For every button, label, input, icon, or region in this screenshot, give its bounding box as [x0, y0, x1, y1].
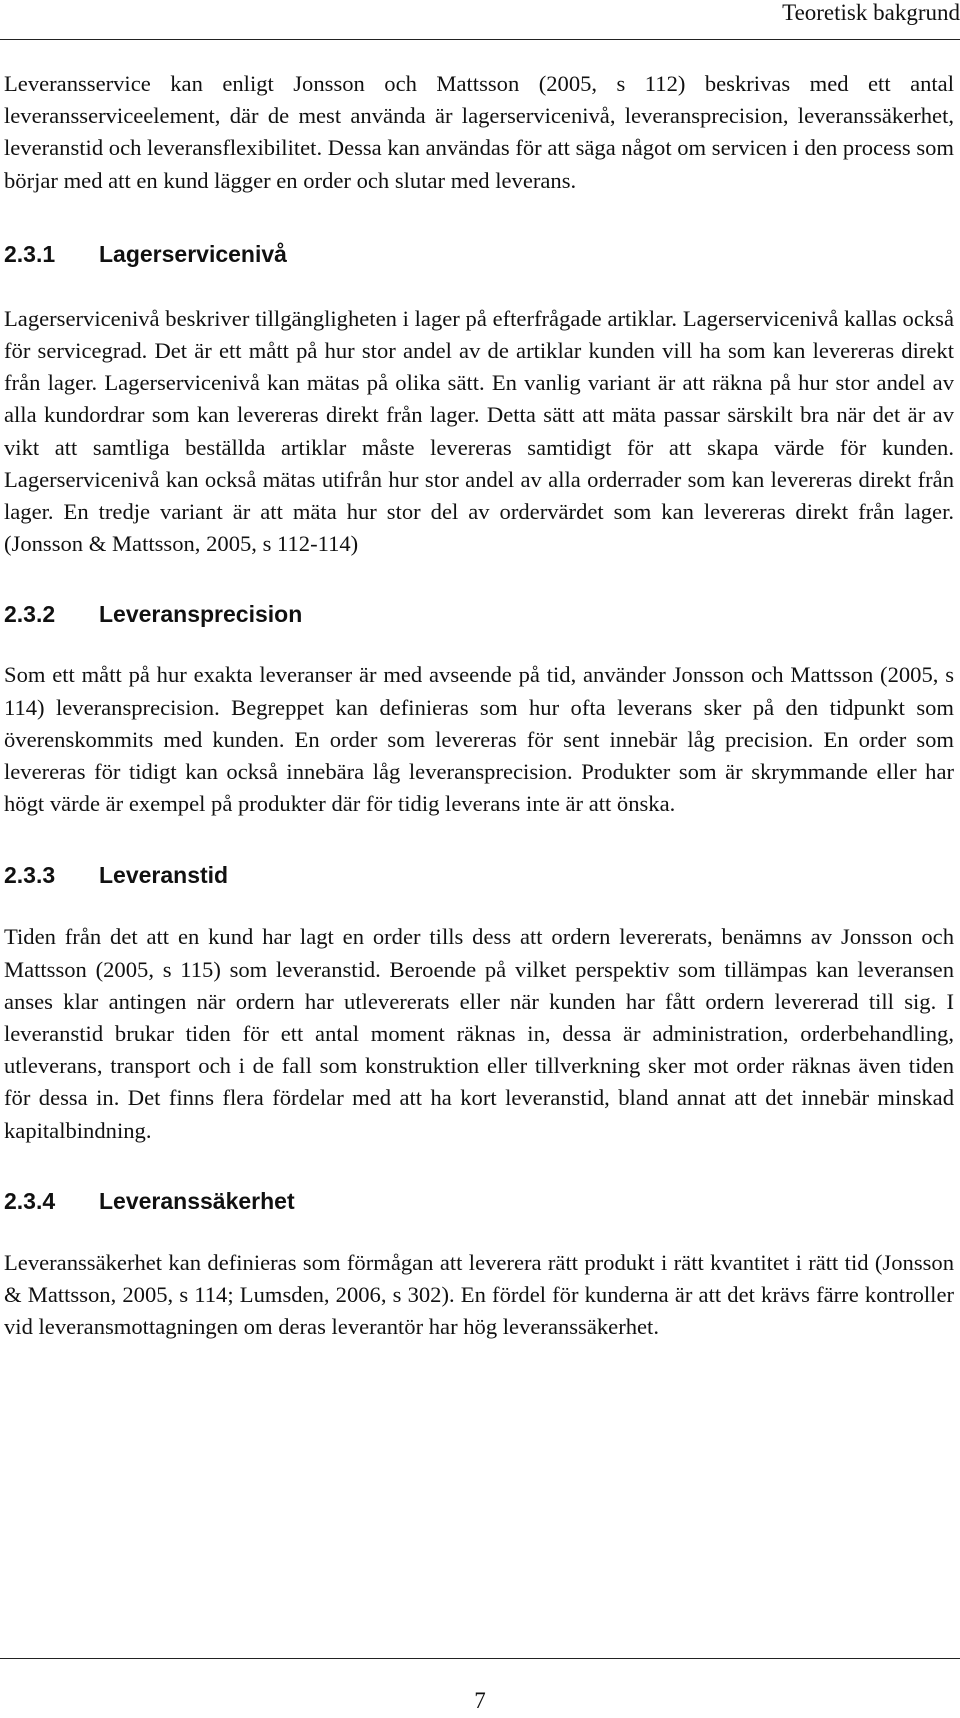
section-paragraph-leveranstid: Tiden från det att en kund har lagt en order tills dess att ordern levererats, benämns av Jonsson och Mattsson (2005, s 115) som leveranstid. Beroende på vilket perspektiv som tillämpas kan leveransen anses klar antingen när ordern har utlevererats eller när kunden har fått ordern levererad till sig. I leveranstid brukar tiden för ett antal moment räknas in, dessa är administration, orderbehandling, utleverans, transport och i de fall som konstruktion eller tillverkning sker mot order räknas även tiden för dessa in. Det finns flera fördelar med att ha kort leveranstid, bland annat att det innebär minskad kapitalbindning. — [4, 924, 954, 1143]
section-heading-leveranssakerhet — [4, 1186, 954, 1216]
section-title: Leveransprecision — [99, 601, 303, 628]
section-number: 2.3.2 — [4, 601, 56, 628]
document-body — [4, 68, 954, 1343]
section-number: 2.3.3 — [4, 862, 56, 889]
section-paragraph-leveranssakerhet: Leveranssäkerhet kan definieras som förmågan att leverera rätt produkt i rätt kvantitet i rätt tid (Jonsson & Mattsson, 2005, s 114; Lumsden, 2006, s 302). En fördel för kunderna är att det krävs färre kontroller vid leveransmottagningen om deras leverantör har hög leveranssäkerhet. — [4, 1249, 954, 1340]
section-title: Leveranstid — [99, 862, 229, 889]
page-number: 7 — [474, 1688, 486, 1713]
running-header: Teoretisk bakgrund — [0, 0, 960, 40]
section-paragraph-lagerserviceniva: Lagerservicenivå beskriver tillgängligheten i lager på efterfrågade artiklar. Lagerservicenivå kallas också för servicegrad. Det är ett mått på hur stor andel av de artiklar kunden vill ha som kan levereras direkt från lager. Lagerservicenivå kan mätas på olika sätt. En vanlig variant är att räkna på hur stor andel av alla kundordrar som kan levereras direkt från lager. Detta sätt att mäta passar särskilt bra när det är av vikt att samtliga beställda artiklar måste levereras samtidigt för att skapa värde för kunden. Lagerservicenivå kan också mätas utifrån hur stor andel av alla orderrader som kan levereras direkt från lager. En tredje variant är att mäta hur stor del av ordervärdet som kan levereras direkt från lager. (Jonsson & Mattsson, 2005, s 112-114) — [4, 305, 954, 557]
intro-paragraph: Leveransservice kan enligt Jonsson och Mattsson (2005, s 112) beskrivas med ett antal leveransserviceelement, där de mest använda är lagerservicenivå, leveransprecision, leveranssäkerhet, leveranstid och leveransflexibilitet. Dessa kan användas för att säga något om servicen i den process som börjar med att en kund lägger en order och slutar med leverans. — [4, 71, 954, 193]
section-number: 2.3.4 — [4, 1187, 56, 1214]
section-heading-leveranstid — [4, 860, 954, 890]
section-title: Lagerservicenivå — [99, 240, 287, 267]
section-heading-leveransprecision — [4, 599, 954, 629]
section-number: 2.3.1 — [4, 240, 56, 267]
footer-rule — [0, 1658, 960, 1659]
section-heading-lagerserviceniva — [4, 239, 954, 269]
section-paragraph-leveransprecision: Som ett mått på hur exakta leveranser är med avseende på tid, använder Jonsson och Mattsson (2005, s 114) leveransprecision. Begreppet kan definieras som hur ofta leverans sker på den tidpunkt som överenskommits med kunden. En order som levereras för sent innebär låg precision. En order som levereras för tidigt kan också innebära låg leveransprecision. Produkter som är skrymmande eller har högt värde är exempel på produkter där för tidig leverans inte är att önska. — [4, 662, 954, 817]
section-title: Leveranssäkerhet — [99, 1187, 295, 1214]
